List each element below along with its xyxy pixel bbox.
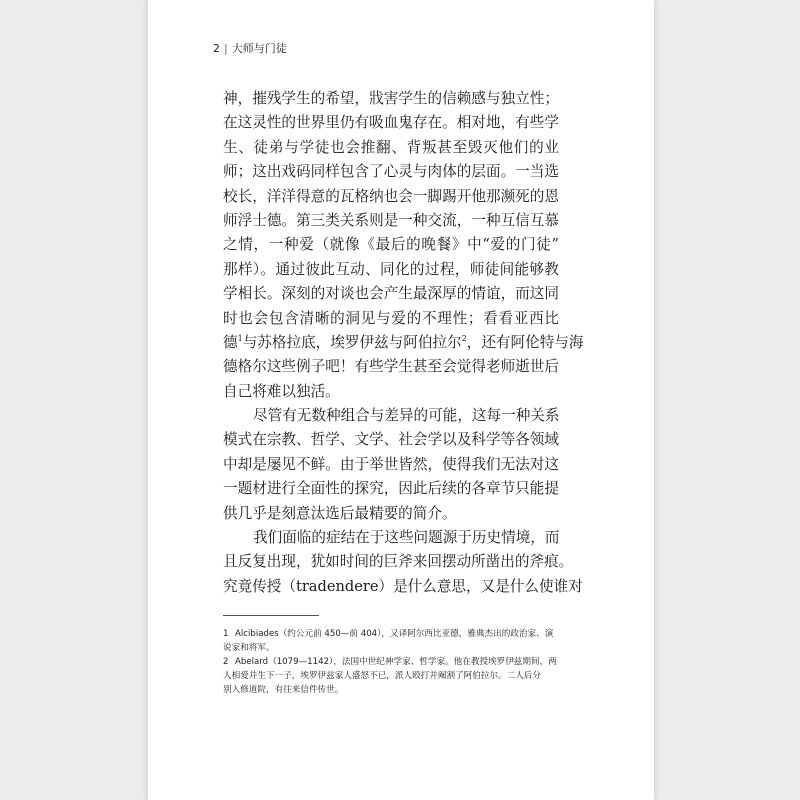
footnote-divider bbox=[223, 615, 319, 616]
text-line: 究竟传授（tradendere）是什么意思，又是什么使谁对 bbox=[223, 577, 583, 595]
footnote-2 bbox=[223, 655, 563, 669]
text-line: 时也会包含清晰的洞见与爱的不理性；看看亚西比 bbox=[223, 309, 559, 327]
text-line: 德格尔这些例子吧！有些学生甚至会觉得老师逝世后 bbox=[223, 358, 559, 376]
text-line: 之情，一种爱（就像《最后的晚餐》中“爱的门徒” bbox=[223, 236, 559, 254]
footnote-number: 1 bbox=[223, 629, 229, 639]
text-line: 神，摧残学生的希望，戕害学生的信赖感与独立性； bbox=[223, 90, 559, 107]
body-text bbox=[223, 87, 584, 599]
text-line: 师浮士德。第三类关系则是一种交流，一种互信互慕 bbox=[223, 211, 559, 229]
text-line: 尽管有无数种组合与差异的可能，这每一种关系 bbox=[253, 407, 560, 425]
footnote-text: Alcibiades（约公元前 450—前 404），又译阿尔西比亚德，雅典杰出的政治家、演 bbox=[235, 629, 554, 639]
text-line: 自己将难以独活。 bbox=[223, 382, 340, 400]
text-fragment: 德 bbox=[223, 333, 238, 351]
book-title: 大师与门徒 bbox=[231, 42, 287, 55]
text-line: 供几乎是刻意汰选后最精要的简介。 bbox=[223, 504, 457, 522]
running-head bbox=[213, 40, 287, 56]
text-line: 我们面临的症结在于这些问题源于历史情境，而 bbox=[253, 529, 560, 547]
footnotes bbox=[223, 627, 563, 697]
text-line: 学相长。深刻的对谈也会产生最深厚的情谊，而这同 bbox=[223, 285, 559, 303]
text-fragment: 与苏格拉底，埃罗伊兹与阿伯拉尔 bbox=[242, 333, 462, 351]
text-line-with-footnote-refs bbox=[223, 331, 584, 355]
page-number: 2 bbox=[213, 42, 220, 55]
header-separator: | bbox=[224, 42, 228, 55]
footnote-1-continued: 说家和将军。 bbox=[223, 643, 275, 653]
footnote-1 bbox=[223, 627, 563, 641]
footnote-2-continued: 人相爱并生下一子，埃罗伊兹家人盛怒不已，派人殴打并阉割了阿伯拉尔。二人后分 bbox=[223, 671, 541, 681]
text-line: 中却是屡见不鲜。由于举世皆然，使得我们无法对这 bbox=[223, 455, 559, 473]
text-line: 校长，洋洋得意的瓦格纳也会一脚踢开他那濒死的恩 bbox=[223, 187, 559, 205]
text-fragment: ，还有阿伦特与海 bbox=[466, 333, 584, 351]
text-line: 一题材进行全面性的探究，因此后续的各章节只能提 bbox=[223, 480, 559, 498]
text-line: 那样）。通过彼此互动、同化的过程，师徒间能够教 bbox=[223, 260, 559, 278]
footnote-number: 2 bbox=[223, 657, 229, 667]
text-line: 生、徒弟与学徒也会推翻、背叛甚至毁灭他们的业 bbox=[223, 138, 559, 156]
footnote-ref-1[interactable]: 1 bbox=[237, 334, 243, 344]
text-line: 在这灵性的世界里仍有吸血鬼存在。相对地，有些学 bbox=[223, 114, 559, 132]
text-line: 且反复出现，犹如时间的巨斧来回摆动所凿出的斧痕。 bbox=[223, 553, 574, 571]
footnote-text: Abelard（1079—1142），法国中世纪神学家、哲学家。他在教授埃罗伊兹期间，两 bbox=[235, 657, 557, 667]
text-line: 师；这出戏码同样包含了心灵与肉体的层面。一当选 bbox=[223, 163, 559, 181]
footnote-2-continued: 别入修道院，有往来信件传世。 bbox=[223, 685, 344, 695]
book-page bbox=[148, 0, 654, 800]
text-line: 模式在宗教、哲学、文学、社会学以及科学等各领域 bbox=[223, 431, 559, 449]
footnote-ref-2[interactable]: 2 bbox=[461, 334, 467, 344]
